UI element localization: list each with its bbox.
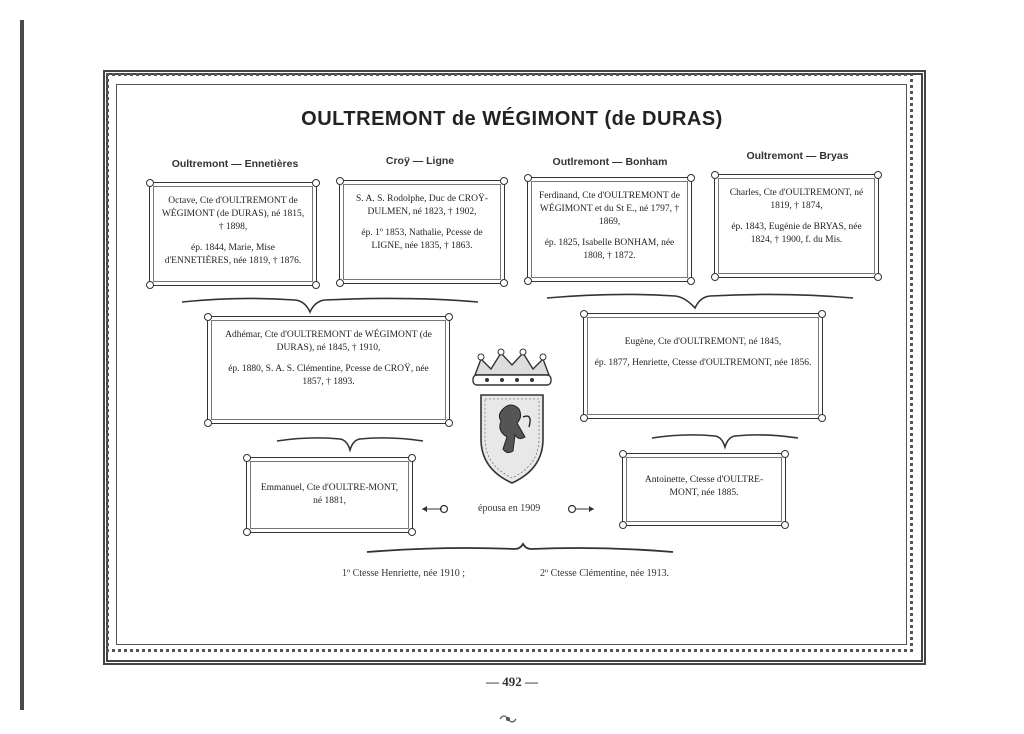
person-entry: Emmanuel, Cte d'OULTRE-MONT, né 1881, (260, 483, 399, 506)
branch-heading: Croÿ — Ligne (385, 155, 455, 167)
connector-brace (365, 540, 675, 560)
marriage-entry: ép. 1877, Henriette, Ctesse d'OULTREMONT, née 1856. (594, 358, 812, 368)
genealogy-box (714, 174, 879, 278)
genealogy-box (207, 316, 450, 424)
person-entry: S. A. S. Rodolphe, Duc de CROŸ-DULMEN, né 1823, † 1902, (356, 194, 488, 217)
marriage-entry: ép. 1844, Marie, Mise d'ENNETIÈRES, née 1819, † 1876. (164, 243, 302, 266)
marriage-arrow-left (420, 502, 450, 516)
person-entry: Octave, Cte d'OULTREMONT de WÉGIMONT (de DURAS), né 1815, † 1898, (161, 196, 305, 232)
genealogy-box (246, 457, 413, 533)
child-entry: 1º Ctesse Henriette, née 1910 ; (342, 568, 466, 579)
child-entry: 2º Ctesse Clémentine, née 1913. (540, 568, 670, 579)
genealogy-box (622, 453, 786, 526)
marriage-note: épousa en 1909 (478, 503, 541, 514)
marriage-entry: ép. 1880, S. A. S. Clémentine, Pcesse de CROŸ, née 1857, † 1893. (228, 364, 429, 387)
genealogy-box (149, 182, 317, 286)
marriage-entry: ép. 1825, Isabelle BONHAM, née 1808, † 1872. (544, 238, 675, 261)
genealogy-box (339, 180, 505, 284)
genealogy-box (527, 177, 692, 282)
person-entry: Ferdinand, Cte d'OULTREMONT de WÉGIMONT et du St E., né 1797, † 1869, (538, 191, 681, 227)
person-entry: Adhémar, Cte d'OULTREMONT de WÉGIMONT (de DURAS), né 1845, † 1910, (225, 330, 432, 353)
branch-heading: Outlremont — Bonham (552, 156, 668, 168)
person-entry: Eugène, Cte d'OULTREMONT, né 1845, (624, 337, 782, 347)
marriage-entry: ép. 1º 1853, Nathalie, Pcesse de LIGNE, née 1835, † 1863. (361, 228, 483, 251)
connector-brace (180, 290, 480, 318)
person-entry: Charles, Cte d'OULTREMONT, né 1819, † 1874, (729, 188, 864, 211)
genealogy-box (583, 313, 823, 419)
coat-of-arms (467, 347, 557, 487)
marriage-entry: ép. 1843, Eugénie de BRYAS, née 1824, † 1900, f. du Mis. (731, 222, 862, 245)
person-entry: Antoinette, Ctesse d'OULTRE-MONT, née 1885. (644, 475, 764, 498)
page-title: OULTREMONT de WÉGIMONT (de DURAS) (301, 108, 723, 130)
connector-brace (275, 431, 425, 455)
connector-brace (650, 428, 800, 452)
branch-heading: Oultremont — Bryas (746, 150, 849, 162)
printer-ornament-icon (498, 712, 518, 726)
branch-heading: Oultremont — Ennetières (171, 158, 299, 170)
marriage-arrow-right (566, 502, 596, 516)
connector-brace (545, 286, 855, 314)
page-number: — 492 — (486, 674, 538, 689)
